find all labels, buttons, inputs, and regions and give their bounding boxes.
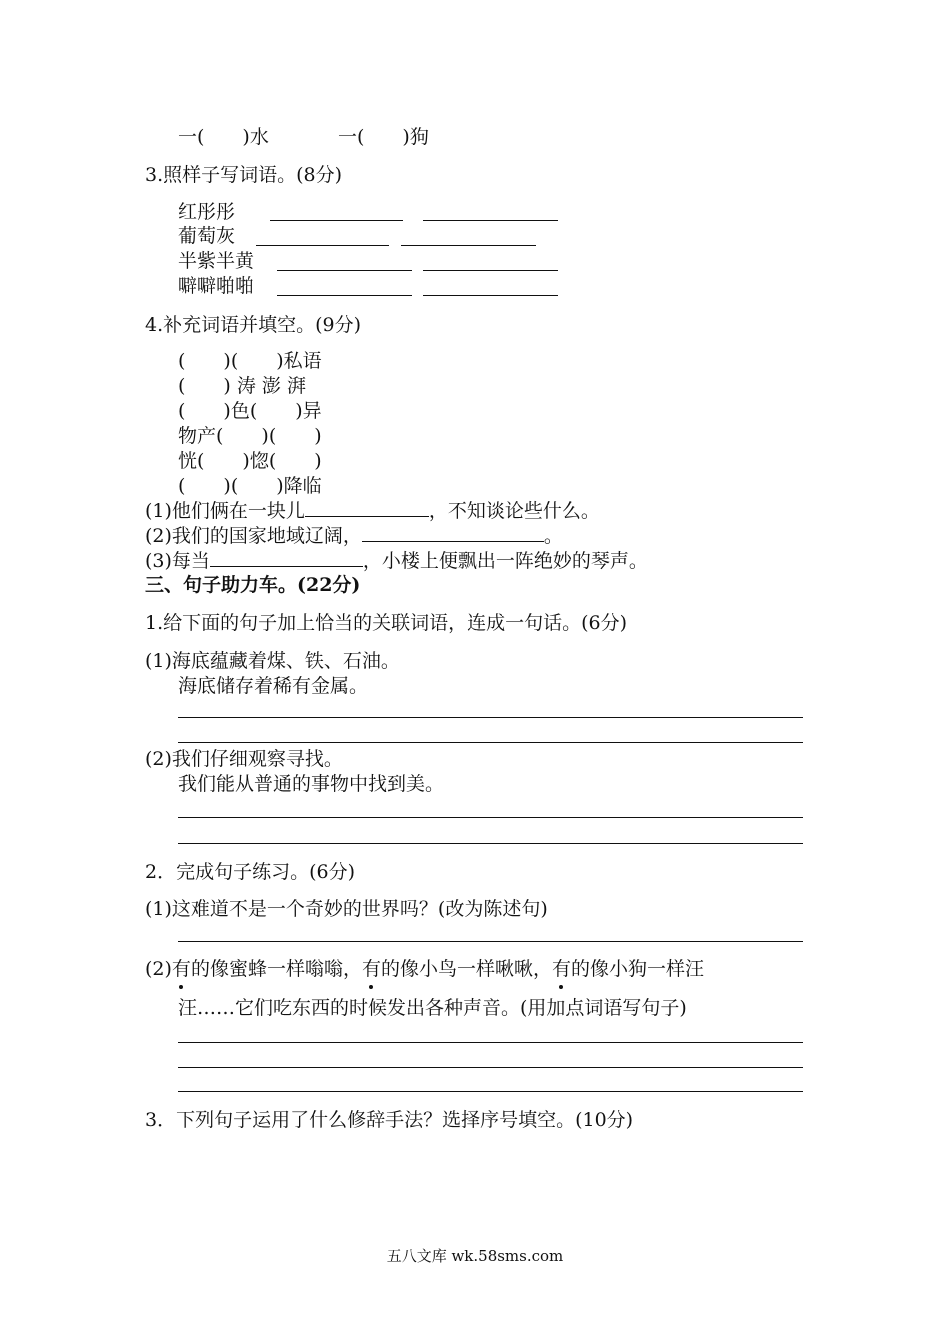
- q3-title: 3.照样子写词语。(8分): [145, 164, 343, 186]
- s3q1-p1-line2: 海底储存着稀有金属。: [178, 675, 369, 697]
- answer-line[interactable]: [178, 817, 803, 818]
- q4-sentence-2: (2)我们的国家地域辽阔， 。: [145, 525, 563, 547]
- s3q1-p2-line2: 我们能从普通的事物中找到美。: [178, 773, 445, 795]
- q4-sentence-3: (3)每当 ，小楼上便飘出一阵绝妙的琴声。: [145, 550, 648, 572]
- s3q2-title: 2．完成句子练习。(6分): [145, 861, 356, 883]
- q3-blank[interactable]: [277, 295, 412, 296]
- footer-watermark: 五八文库 wk.58sms.com: [386, 1247, 564, 1265]
- top-row-item-2: 一( )狗: [338, 126, 429, 148]
- s3q2-p2-line1: (2)有的像蜜蜂一样嗡嗡，有的像小鸟一样啾啾，有的像小狗一样汪: [145, 958, 705, 980]
- emphasis-dot-word: 有: [361, 958, 381, 980]
- q4-sentence-3-blank[interactable]: [210, 548, 363, 567]
- q3-blank[interactable]: [401, 245, 536, 246]
- q4-title: 4.补充词语并填空。(9分): [145, 314, 362, 336]
- top-row-item-1: 一( )水: [178, 126, 269, 148]
- q4-item-6: ( )( )降临: [178, 475, 322, 497]
- q3-blank[interactable]: [277, 270, 412, 271]
- q3-blank[interactable]: [270, 220, 403, 221]
- s3q2-p2-line2: 汪……它们吃东西的时候发出各种声音。(用加点词语写句子): [178, 997, 687, 1019]
- q4-item-5: 恍( )惚( ): [178, 450, 322, 472]
- q4-item-2: ( ) 涛 澎 湃: [178, 375, 306, 397]
- answer-line[interactable]: [178, 1067, 803, 1068]
- q4-item-1: ( )( )私语: [178, 350, 322, 372]
- q3-blank[interactable]: [423, 270, 558, 271]
- q3-word-3: 半紫半黄: [178, 250, 255, 272]
- emphasis-dot-word: 有: [551, 958, 571, 980]
- answer-line[interactable]: [178, 1091, 803, 1092]
- q3-blank[interactable]: [423, 220, 558, 221]
- section-3-title: 三、句子助力车。(22分): [145, 574, 361, 596]
- emphasis-dot-word: 有: [171, 958, 191, 980]
- q3-blank[interactable]: [423, 295, 558, 296]
- q3-word-2: 葡萄灰: [178, 225, 236, 247]
- answer-line[interactable]: [178, 941, 803, 942]
- q3-blank[interactable]: [256, 245, 389, 246]
- s3q1-p2-line1: (2)我们仔细观察寻找。: [145, 748, 343, 770]
- s3q1-title: 1.给下面的句子加上恰当的关联词语，连成一句话。(6分): [145, 612, 628, 634]
- answer-line[interactable]: [178, 1042, 803, 1043]
- answer-line[interactable]: [178, 742, 803, 743]
- s3q2-p1: (1)这难道不是一个奇妙的世界吗？(改为陈述句): [145, 898, 548, 920]
- s3q1-p1-line1: (1)海底蕴藏着煤、铁、石油。: [145, 650, 400, 672]
- answer-line[interactable]: [178, 717, 803, 718]
- q4-item-3: ( )色( )异: [178, 400, 322, 422]
- q4-item-4: 物产( )( ): [178, 425, 322, 447]
- q4-sentence-2-blank[interactable]: [362, 523, 544, 542]
- answer-line[interactable]: [178, 843, 803, 844]
- s3q3-title: 3．下列句子运用了什么修辞手法？选择序号填空。(10分): [145, 1109, 634, 1131]
- q4-sentence-1-blank[interactable]: [305, 498, 429, 517]
- q3-word-1: 红彤彤: [178, 201, 236, 223]
- q3-word-4: 噼噼啪啪: [178, 275, 255, 297]
- q4-sentence-1: (1)他们俩在一块儿 ，不知谈论些什么。: [145, 500, 600, 522]
